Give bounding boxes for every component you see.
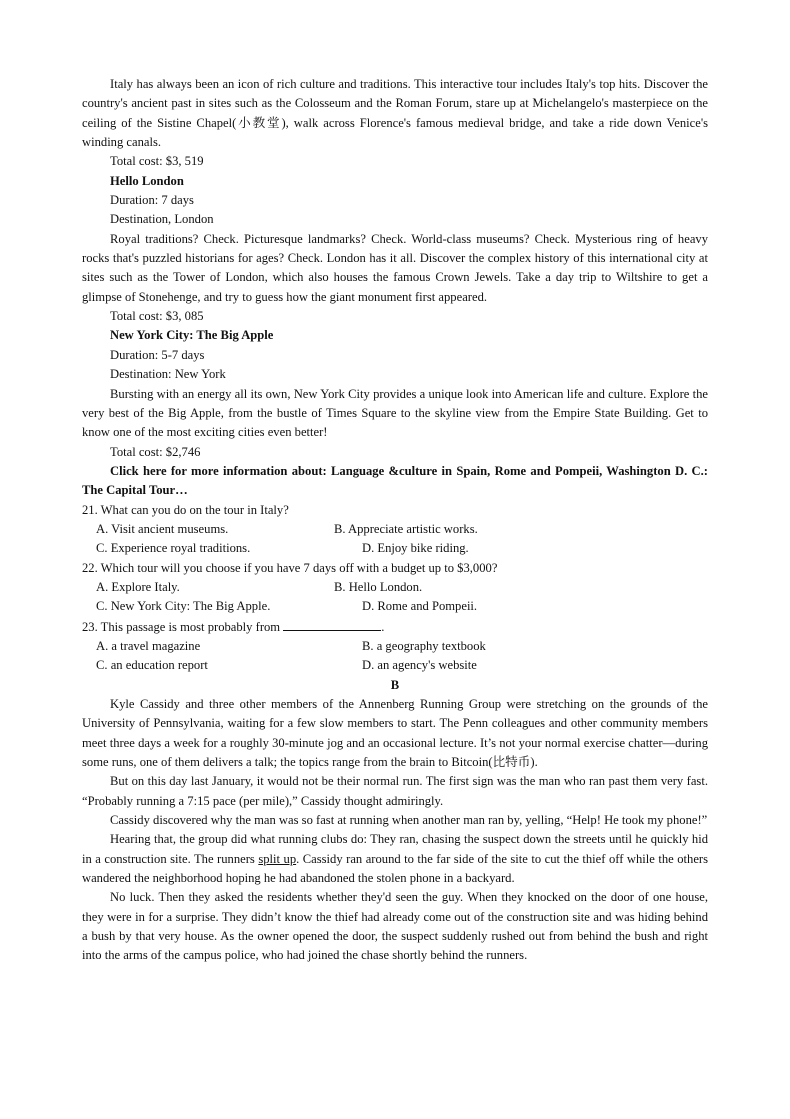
question-22 <box>82 559 708 617</box>
italy-paragraph: Italy has always been an icon of rich culture and traditions. This interactive tour includes Italy's top hits. Discover the country's ancient past in sites such as the Colosseum and the Roman Forum, stare up at Michelangelo's masterpiece on the ceiling of the Sistine Chapel(小教堂), walk across Florence's famous medieval bridge, and take a ride down Venice's winding canals. <box>82 77 708 150</box>
option-22-d[interactable]: D. Rome and Pompeii. <box>362 599 478 614</box>
paragraph-4-end: . Cassidy ran around to the far side of the site to cut the thief off while the others wandered the neighborhood hoping he had abandoned the stolen phone in a backyard. <box>82 851 709 886</box>
nyc-duration: Duration: 5-7 days <box>110 347 205 362</box>
option-23-c[interactable]: C. an education report <box>96 658 208 673</box>
option-22-c[interactable]: C. New York City: The Big Apple. <box>96 599 271 614</box>
question-21-options <box>82 520 708 559</box>
option-22-a[interactable]: A. Explore Italy. <box>96 579 180 594</box>
option-23-b[interactable]: B. a geography textbook <box>362 638 486 653</box>
question-22-stem: 22. Which tour will you choose if you have 7 days off with a budget up to $3,000? <box>82 560 498 575</box>
passage-b-paragraph-1: Kyle Cassidy and three other members of the Annenberg Running Group were stretching on the grounds of the University of Pennsylvania, waiting for a few slow members to start. The Penn colleagues and other community members meet three days a week for a roughly 30-minute jog and an occasional lecture. It’s not your normal exercise chatter—during some runs, one of them delivers a talk; the topics range from the brain to Bitcoin(比特币). <box>82 697 708 770</box>
paragraph-4-start: Hearing that, the group did what running clubs do: They ran, chasing the suspect down the streets until he quickly hid in a construction site. The runners <box>82 832 708 866</box>
question-23 <box>82 617 708 676</box>
option-22-b[interactable]: B. Hello London. <box>334 579 423 594</box>
london-cost: Total cost: $3, 085 <box>110 309 204 324</box>
option-21-d[interactable]: D. Enjoy bike riding. <box>362 541 469 556</box>
answer-blank <box>283 617 381 631</box>
question-23-options <box>82 637 708 676</box>
question-23-stem-text: 23. This passage is most probably from <box>82 619 281 634</box>
option-21-b[interactable]: B. Appreciate artistic works. <box>334 521 478 536</box>
passage-b-paragraph-3: Cassidy discovered why the man was so fast at running when another man ran by, yelling, “Help! He took my phone!” <box>110 813 708 828</box>
london-duration: Duration: 7 days <box>110 193 194 208</box>
document-content <box>82 75 708 966</box>
london-title: Hello London <box>110 173 184 188</box>
option-23-a[interactable]: A. a travel magazine <box>96 638 201 653</box>
nyc-cost: Total cost: $2,746 <box>110 444 201 459</box>
underlined-phrase: split up <box>258 851 297 866</box>
nyc-paragraph: Bursting with an energy all its own, New York City provides a unique look into American life and culture. Explore the very best of the Big Apple, from the bustle of Times Square to the skyline view from the Empire State Building. Get to know one of the most exciting cities even better! <box>82 386 708 440</box>
london-paragraph: Royal traditions? Check. Picturesque landmarks? Check. World-class museums? Check. Mysterious ring of heavy rocks that's puzzled historians for ages? Check. London has it all. Discover the complex history of this international city at sites such as the Tower of London, which also houses the famous Crown Jewels. Take a day trip to Wiltshire to get a glimpse of Stonehenge, and try to guess how the giant monument first appeared. <box>82 231 708 304</box>
passage-b-paragraph-5: No luck. Then they asked the residents whether they'd seen the guy. When they knocked on the door of one house, they were in for a surprise. They didn’t know the thief had already come out of the construction site and was hiding behind a bush by that very house. As the owner opened the door, the suspect suddenly rushed out from behind the bush and right into the arms of the campus police, who had joined the chase shortly behind the runners. <box>82 890 708 963</box>
section-b-heading: B <box>390 677 400 692</box>
more-info-link[interactable]: Click here for more information about: Language &culture in Spain, Rome and Pompeii, Washington D. C.: The Capital Tour… <box>82 463 708 498</box>
london-destination: Destination, London <box>110 212 214 227</box>
option-23-d[interactable]: D. an agency's website <box>362 658 477 673</box>
question-21-stem: 21. What can you do on the tour in Italy? <box>82 502 289 517</box>
nyc-destination: Destination: New York <box>110 367 226 382</box>
option-21-c[interactable]: C. Experience royal traditions. <box>96 541 251 556</box>
passage-b-paragraph-4 <box>82 830 708 888</box>
nyc-title: New York City: The Big Apple <box>110 328 274 343</box>
question-21 <box>82 501 708 559</box>
option-21-a[interactable]: A. Visit ancient museums. <box>96 521 229 536</box>
question-23-stem <box>82 617 708 637</box>
question-22-options <box>82 578 708 617</box>
italy-cost: Total cost: $3, 519 <box>110 154 204 169</box>
question-23-stem-end: . <box>381 619 385 634</box>
passage-b-paragraph-2: But on this day last January, it would not be their normal run. The first sign was the man who ran past them very fast. “Probably running a 7:15 pace (per mile),” Cassidy thought admiringly. <box>82 774 708 808</box>
